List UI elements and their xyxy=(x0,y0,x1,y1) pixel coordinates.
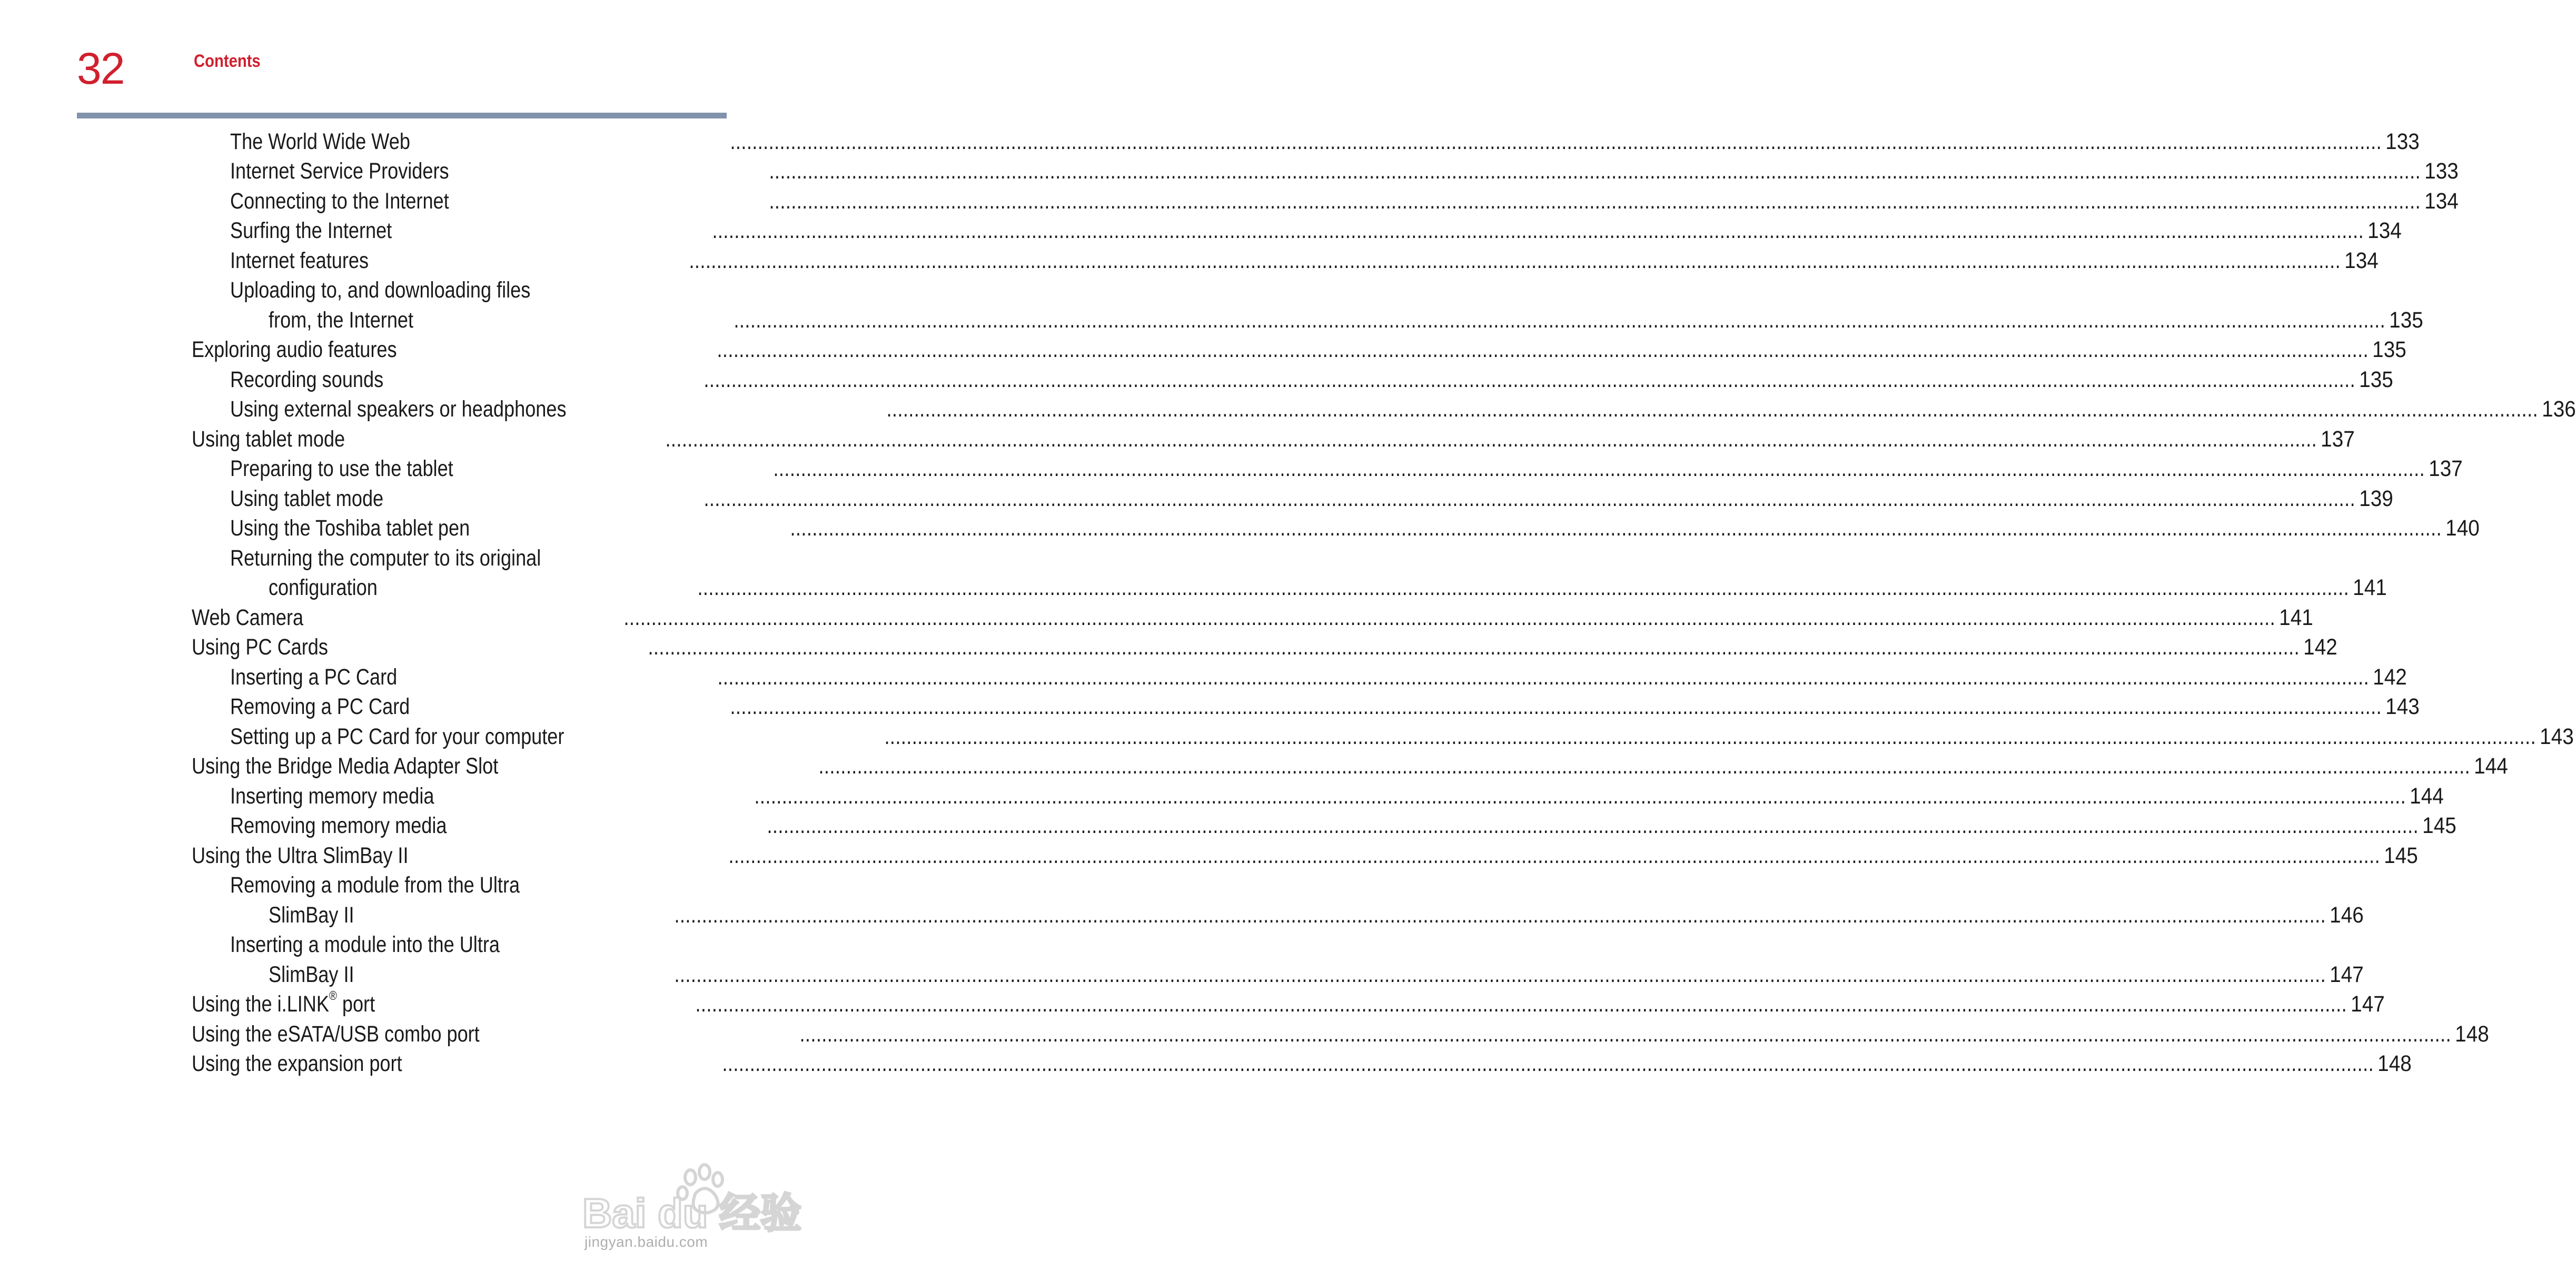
toc-entry-title xyxy=(230,157,454,185)
dot-leader: ............................................................................................................................................................................................................................................................................................................ xyxy=(697,575,2350,600)
toc-entry-page-number: 145 xyxy=(2384,842,2418,868)
toc-entry[interactable] xyxy=(192,870,727,900)
toc-entry-title xyxy=(269,573,383,602)
toc-entry[interactable] xyxy=(192,810,2456,840)
toc-entry[interactable] xyxy=(192,304,2423,334)
toc-entry-title-text: Inserting memory media xyxy=(230,783,434,809)
toc-entry-title xyxy=(230,276,536,304)
toc-entry[interactable] xyxy=(192,1018,2489,1048)
toc-entry[interactable] xyxy=(192,453,2463,483)
toc-entry[interactable] xyxy=(192,751,2508,781)
dot-leader: ............................................................................................................................................................................................................................................................................................................ xyxy=(704,485,2356,511)
toc-entry-page-number: 133 xyxy=(2385,128,2420,154)
toc-entry[interactable] xyxy=(192,959,2364,989)
toc-entry-title xyxy=(230,722,570,751)
table-of-contents xyxy=(192,126,2576,1078)
toc-entry-title xyxy=(192,752,504,780)
dot-leader: ............................................................................................................................................................................................................................................................................................................ xyxy=(717,337,2369,362)
toc-entry[interactable] xyxy=(192,661,2407,691)
dot-leader: ............................................................................................................................................................................................................................................................................................................ xyxy=(773,456,2425,481)
toc-entry-page-number: 147 xyxy=(2351,991,2385,1017)
dot-leader: ............................................................................................................................................................................................................................................................................................................ xyxy=(886,396,2539,422)
toc-entry-title xyxy=(192,603,309,632)
toc-entry-title xyxy=(269,960,360,989)
dot-leader: ............................................................................................................................................................................................................................................................................................................ xyxy=(712,218,2364,243)
toc-entry-title-text: Removing memory media xyxy=(230,813,447,838)
toc-entry-page-number: 142 xyxy=(2373,664,2407,690)
toc-entry-title-text: Internet features xyxy=(230,247,369,273)
toc-entry[interactable] xyxy=(192,691,2420,721)
toc-entry-title-text: Inserting a PC Card xyxy=(230,664,398,690)
toc-entry[interactable] xyxy=(192,275,727,305)
toc-entry-title xyxy=(230,365,389,394)
registered-mark: ® xyxy=(329,989,337,1003)
dot-leader: ............................................................................................................................................................................................................................................................................................................ xyxy=(734,307,2386,333)
toc-entry-title-text: Setting up a PC Card for your computer xyxy=(230,723,564,749)
toc-entry-title-text: Connecting to the Internet xyxy=(230,188,449,214)
dot-leader: ............................................................................................................................................................................................................................................................................................................ xyxy=(769,188,2421,214)
toc-entry-title xyxy=(230,544,547,572)
toc-entry[interactable] xyxy=(192,989,2385,1019)
toc-entry-title-text: Using the i.LINK® port xyxy=(192,989,375,1017)
toc-entry-page-number: 133 xyxy=(2424,158,2459,184)
toc-entry[interactable] xyxy=(192,334,2406,364)
toc-entry-page-number: 141 xyxy=(2279,604,2313,630)
toc-entry-title-text: Using the eSATA/USB combo port xyxy=(192,1021,480,1047)
toc-entry-title-text: Preparing to use the tablet xyxy=(230,456,453,481)
toc-entry-title-text: Using the expansion port xyxy=(192,1051,402,1076)
toc-entry-title-suffix: port xyxy=(336,991,375,1017)
toc-entry-title xyxy=(192,425,351,453)
toc-entry-title xyxy=(230,692,415,721)
toc-entry-page-number: 134 xyxy=(2344,247,2379,273)
dot-leader: ............................................................................................................................................................................................................................................................................................................ xyxy=(674,961,2326,987)
toc-entry-title-text: The World Wide Web xyxy=(230,128,410,154)
toc-entry-title-text: Using external speakers or headphones xyxy=(230,396,567,422)
toc-entry-title-text: Exploring audio features xyxy=(192,337,397,362)
toc-entry[interactable] xyxy=(192,572,2387,602)
toc-entry-page-number: 134 xyxy=(2424,188,2459,214)
toc-entry-page-number: 143 xyxy=(2540,723,2574,749)
toc-entry[interactable] xyxy=(192,394,2576,424)
toc-entry-title-text: Using the Bridge Media Adapter Slot xyxy=(192,753,499,779)
toc-entry[interactable] xyxy=(192,156,2459,186)
toc-entry[interactable] xyxy=(192,602,2313,632)
toc-entry-title xyxy=(230,514,475,542)
toc-entry[interactable] xyxy=(192,542,727,572)
dot-leader: ............................................................................................................................................................................................................................................................................................................ xyxy=(730,694,2382,719)
toc-entry-title xyxy=(269,306,419,334)
dot-leader: ............................................................................................................................................................................................................................................................................................................ xyxy=(754,783,2406,809)
dot-leader: ............................................................................................................................................................................................................................................................................................................ xyxy=(695,991,2347,1017)
dot-leader: ............................................................................................................................................................................................................................................................................................................ xyxy=(799,1021,2452,1047)
toc-entry[interactable] xyxy=(192,721,2574,751)
toc-entry-title xyxy=(230,127,415,156)
toc-entry-title-text: Using PC Cards xyxy=(192,634,328,660)
toc-entry-title xyxy=(230,454,459,483)
toc-entry-title-text: Recording sounds xyxy=(230,366,384,392)
toc-entry-title-text: Uploading to, and downloading files xyxy=(230,277,531,303)
toc-entry-page-number: 139 xyxy=(2359,485,2393,511)
toc-entry-title-text: Returning the computer to its original xyxy=(230,545,541,571)
dot-leader: ............................................................................................................................................................................................................................................................................................................ xyxy=(884,723,2537,749)
dot-leader: ............................................................................................................................................................................................................................................................................................................ xyxy=(818,753,2471,779)
toc-entry-page-number: 146 xyxy=(2330,902,2364,928)
header-rule xyxy=(77,113,727,118)
toc-entry-title xyxy=(269,901,360,929)
toc-entry[interactable] xyxy=(192,780,2444,810)
toc-entry-title-text: Using the Ultra SlimBay II xyxy=(192,842,409,868)
dot-leader: ............................................................................................................................................................................................................................................................................................................ xyxy=(665,426,2317,452)
toc-entry-title xyxy=(230,216,398,245)
toc-entry-page-number: 135 xyxy=(2389,307,2423,333)
toc-entry-page-number: 135 xyxy=(2372,337,2406,362)
toc-entry[interactable] xyxy=(192,929,727,959)
watermark-url: jingyan.baidu.com xyxy=(584,1234,708,1250)
toc-entry-title xyxy=(192,841,414,870)
page-number: 32 xyxy=(77,44,124,93)
toc-entry-title xyxy=(192,1020,485,1048)
toc-entry[interactable] xyxy=(192,632,2337,662)
toc-entry-title xyxy=(230,811,452,840)
dot-leader: ............................................................................................................................................................................................................................................................................................................ xyxy=(767,813,2419,838)
dot-leader: ............................................................................................................................................................................................................................................................................................................ xyxy=(730,128,2382,154)
toc-entry-title-text: SlimBay II xyxy=(269,961,354,987)
toc-entry-title xyxy=(230,782,440,810)
toc-entry-title xyxy=(192,1049,408,1078)
dot-leader: ............................................................................................................................................................................................................................................................................................................ xyxy=(722,1051,2374,1076)
dot-leader: ............................................................................................................................................................................................................................................................................................................ xyxy=(790,515,2442,541)
dot-leader: ............................................................................................................................................................................................................................................................................................................ xyxy=(648,634,2300,660)
dot-leader: ............................................................................................................................................................................................................................................................................................................ xyxy=(674,902,2326,928)
dot-leader: ............................................................................................................................................................................................................................................................................................................ xyxy=(769,158,2421,184)
toc-entry-title-text: SlimBay II xyxy=(269,902,354,928)
toc-entry-title-text: Using the Toshiba tablet pen xyxy=(230,515,470,541)
watermark-logo-text: Bai du 经验 xyxy=(582,1190,802,1236)
toc-entry-title xyxy=(230,871,526,899)
toc-entry-title-text: Web Camera xyxy=(192,604,304,630)
toc-entry-page-number: 144 xyxy=(2474,753,2508,779)
toc-entry-title xyxy=(192,633,333,661)
toc-entry[interactable] xyxy=(192,215,2402,245)
toc-entry-page-number: 141 xyxy=(2353,575,2387,600)
toc-entry-page-number: 145 xyxy=(2422,813,2456,838)
toc-entry[interactable] xyxy=(192,840,2418,870)
toc-entry-title xyxy=(230,395,572,423)
toc-entry-page-number: 137 xyxy=(2429,456,2463,481)
toc-entry-page-number: 148 xyxy=(2455,1021,2489,1047)
toc-entry-title-text: configuration xyxy=(269,575,378,600)
toc-entry-page-number: 148 xyxy=(2377,1051,2412,1076)
toc-entry-page-number: 134 xyxy=(2367,218,2402,243)
toc-entry-page-number: 143 xyxy=(2385,694,2420,719)
toc-entry-page-number: 137 xyxy=(2321,426,2355,452)
toc-entry[interactable] xyxy=(192,364,2393,394)
toc-entry-title-text: Using tablet mode xyxy=(192,426,345,452)
toc-entry-title-text: from, the Internet xyxy=(269,307,414,333)
dot-leader: ............................................................................................................................................................................................................................................................................................................ xyxy=(728,842,2381,868)
toc-entry-title xyxy=(230,484,389,513)
toc-entry-page-number: 135 xyxy=(2359,366,2393,392)
toc-entry-page-number: 142 xyxy=(2303,634,2337,660)
toc-entry-title-text: Using tablet mode xyxy=(230,485,384,511)
toc-entry[interactable] xyxy=(192,1048,2412,1078)
toc-entry-page-number: 136 xyxy=(2542,396,2576,422)
toc-entry-title xyxy=(230,930,505,959)
toc-entry[interactable] xyxy=(192,483,2393,513)
toc-entry[interactable] xyxy=(192,423,2355,453)
toc-entry-title xyxy=(230,187,454,215)
toc-entry-title xyxy=(192,335,402,364)
dot-leader: ............................................................................................................................................................................................................................................................................................................ xyxy=(623,604,2276,630)
toc-entry[interactable] xyxy=(192,245,2379,275)
toc-entry-title-text: Inserting a module into the Ultra xyxy=(230,932,500,957)
toc-entry-title-text: Removing a PC Card xyxy=(230,694,410,719)
toc-entry-title xyxy=(230,246,374,275)
dot-leader: ............................................................................................................................................................................................................................................................................................................ xyxy=(704,366,2356,392)
running-header-title: Contents xyxy=(194,51,261,71)
toc-entry-title-text: Removing a module from the Ultra xyxy=(230,872,520,898)
dot-leader: ............................................................................................................................................................................................................................................................................................................ xyxy=(717,664,2370,690)
toc-entry-title xyxy=(192,990,381,1018)
toc-entry-page-number: 147 xyxy=(2330,961,2364,987)
toc-entry-title xyxy=(230,663,403,691)
toc-entry-page-number: 140 xyxy=(2445,515,2480,541)
toc-entry[interactable] xyxy=(192,185,2459,215)
toc-entry-title-text: Surfing the Internet xyxy=(230,218,392,243)
toc-entry[interactable] xyxy=(192,513,2480,543)
dot-leader: ............................................................................................................................................................................................................................................................................................................ xyxy=(689,247,2341,273)
toc-entry-page-number: 144 xyxy=(2410,783,2444,809)
toc-entry-title-text: Internet Service Providers xyxy=(230,158,449,184)
toc-entry[interactable] xyxy=(192,126,2420,156)
toc-entry[interactable] xyxy=(192,899,2364,929)
